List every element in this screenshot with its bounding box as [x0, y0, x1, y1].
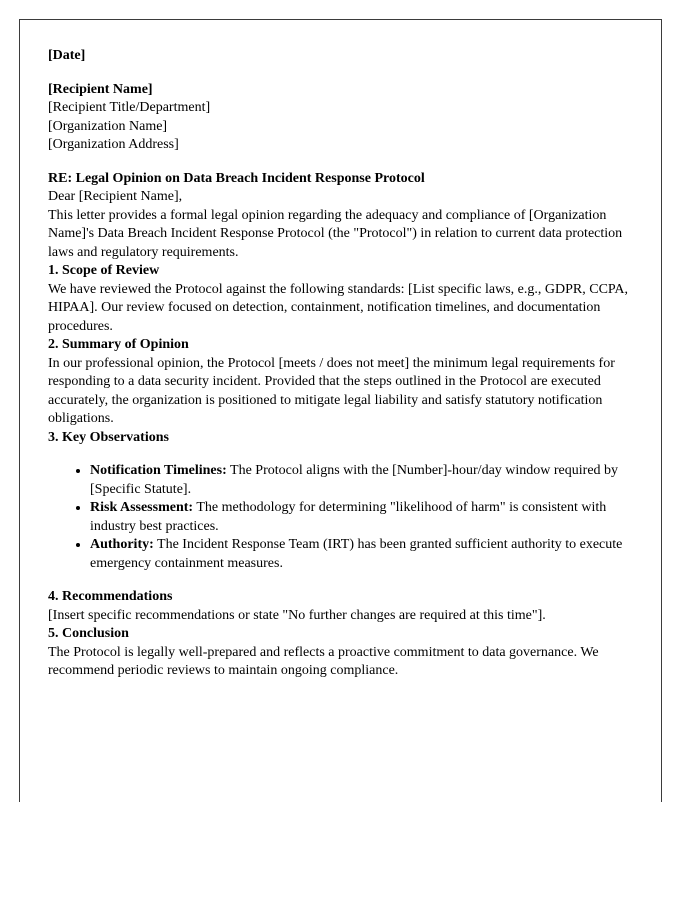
- salutation: Dear [Recipient Name],: [48, 189, 183, 204]
- subject-line: RE: Legal Opinion on Data Breach Incident Response Protocol: [48, 170, 425, 186]
- bullet-lead: Notification Timelines:: [90, 463, 227, 478]
- bullet-lead: Authority:: [90, 537, 154, 552]
- recipient-name-line: [Recipient Name]: [48, 81, 153, 97]
- bullet-item-authority: [90, 536, 633, 573]
- section-heading-scope: 1. Scope of Review: [48, 263, 160, 278]
- bullet-text: The Protocol aligns with the [Number]-hour/day window required by [Specific Statute].: [90, 463, 619, 497]
- bullet-lead: Risk Assessment:: [90, 500, 194, 515]
- organization-address-line: [Organization Address]: [48, 137, 179, 152]
- section-paragraph-scope: We have reviewed the Protocol against the following standards: [List specific laws, e.g., GDPR, CCPA, HIPAA]. Our review focused on detection, containment, notification timelines, and documentation procedures.: [48, 281, 629, 334]
- section-paragraph-conclusion: The Protocol is legally well-prepared and reflects a proactive commitment to data governance. We recommend periodic reviews to maintain ongoing compliance.: [48, 644, 599, 678]
- letter-document: [19, 19, 662, 802]
- section-heading-summary: 2. Summary of Opinion: [48, 337, 189, 352]
- section-paragraph-recommendations: [Insert specific recommendations or state "No further changes are required at this time"].: [48, 607, 546, 623]
- section-heading-recommendations: 4. Recommendations: [48, 589, 173, 604]
- intro-paragraph: This letter provides a formal legal opinion regarding the adequacy and compliance of [Organization Name]'s Data Breach Incident Response Protocol (the "Protocol") in relation to current data protection laws and regulatory requirements.: [48, 207, 623, 260]
- bullet-text: The methodology for determining "likelihood of harm" is consistent with industry best practices.: [90, 500, 607, 534]
- bullet-item-risk-assessment: [90, 499, 633, 536]
- date-line: [Date]: [48, 48, 86, 63]
- recipient-title-line: [Recipient Title/Department]: [48, 100, 211, 115]
- observations-list: [48, 462, 633, 573]
- bullet-text: The Incident Response Team (IRT) has been granted sufficient authority to execute emergency containment measures.: [90, 537, 623, 571]
- section-heading-conclusion: 5. Conclusion: [48, 626, 129, 641]
- recipient-block: [48, 81, 633, 155]
- section-paragraph-summary: In our professional opinion, the Protocol [meets / does not meet] the minimum legal requirements for responding to a data security incident. Provided that the steps outlined in the Protocol are executed accurately, the organization is positioned to mitigate legal liability and satisfy statutory notification obligations.: [48, 355, 615, 426]
- bullet-item-notification-timelines: [90, 462, 633, 499]
- organization-name-line: [Organization Name]: [48, 118, 168, 134]
- section-heading-observations: 3. Key Observations: [48, 429, 169, 445]
